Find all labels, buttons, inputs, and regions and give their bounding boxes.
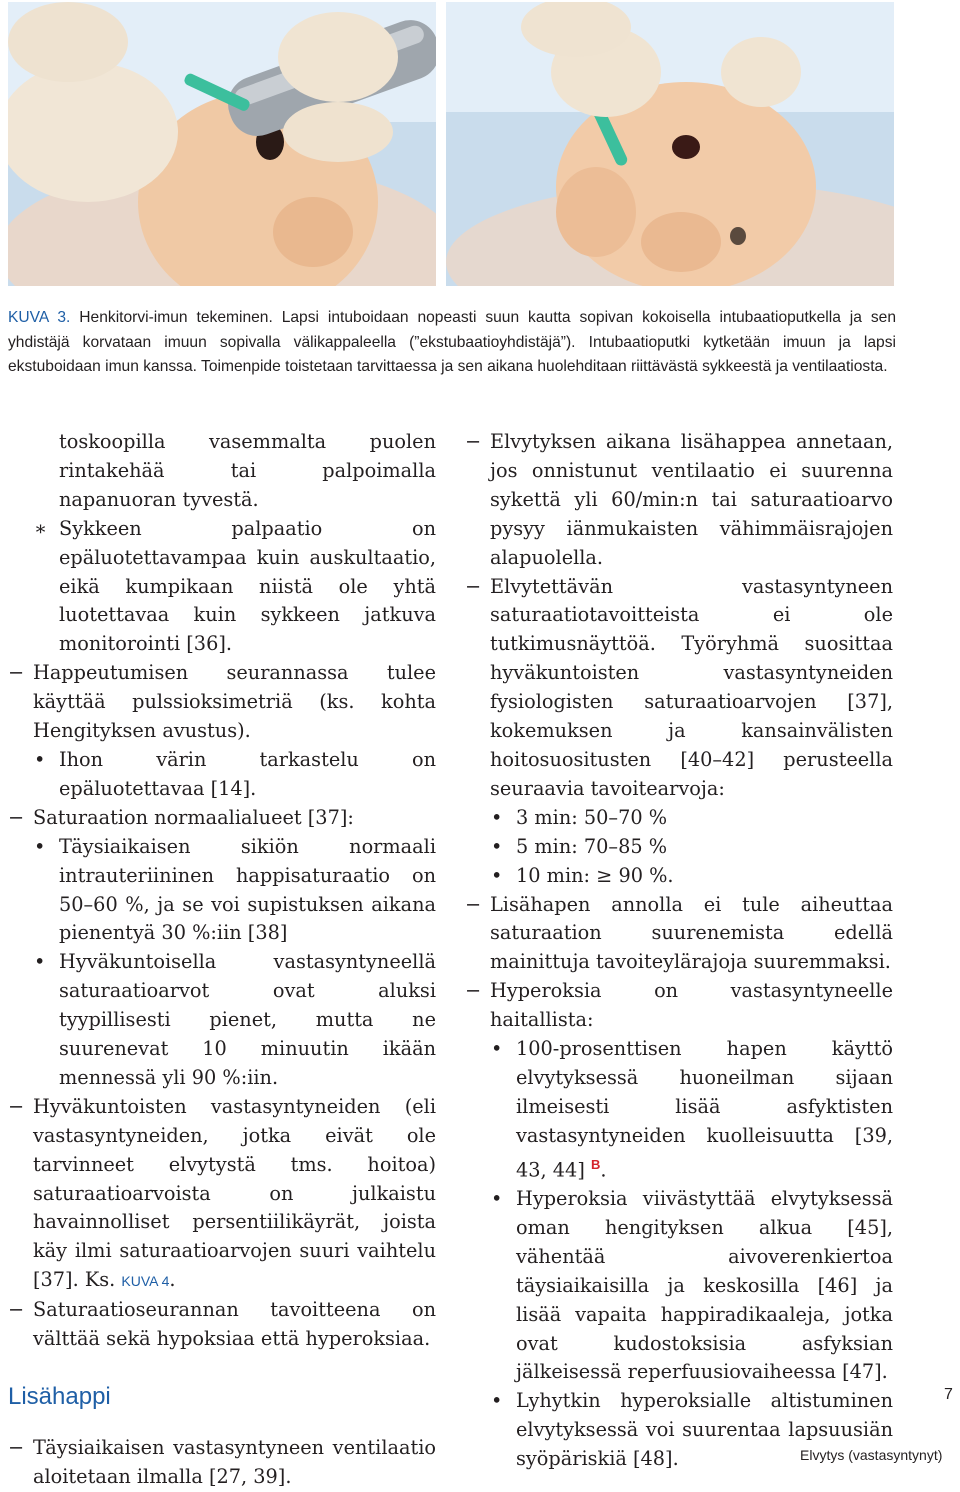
list-item: − Hyväkuntoisten vastasyntyneiden (eli vastasyntyneiden, jotka eivät ole tarvinneet elvytystä tms. hoitoa) saturaatioarvoista on julkaistu havainnolliset persentiilikäyrät, joista käy ilmi saturaatioarvojen suuri vaihtelu [37]. Ks. KUVA 4. — [8, 1094, 436, 1292]
list-item: − Saturaatioseurannan tavoitteena on välttää sekä hypoksiaa että hyperoksiaa. — [8, 1298, 436, 1351]
list-item: − Hyperoksia on vastasyntyneelle haitallista: — [465, 979, 893, 1032]
bullet-marker: • — [491, 1186, 503, 1210]
list-item: • Hyväkuntoisella vastasyntyneellä saturaatioarvot ovat aluksi tyypillisesti pienet, mutta ne suurenevat 10 minuutin ikään mennessä yli 90 %:iin. — [34, 950, 436, 1089]
list-item: • 5 min: 70–85 % — [465, 833, 893, 862]
list-item: • Hyperoksia viivästyttää elvytyksessä oman hengityksen alkua [45], vähentää aivoverenkiertoa täysiaikaisilla ja keskosilla [46] ja lisää vapaita happiradikaaleja, jotka ovat kudostoksisia asfyksian jälkeisessä reperfuusiovaiheessa [47]. — [491, 1186, 893, 1384]
dash-marker: − — [465, 574, 482, 598]
bullet-marker: • — [491, 1037, 503, 1061]
bullet-marker: • — [34, 950, 46, 974]
list-item: • 100-prosenttisen hapen käyttö elvytyksessä huoneilman sijaan ilmeisesti lisää asfyktisten vastasyntyneiden kuolleisuutta [39, 43, 44] $^B$. — [491, 1037, 893, 1182]
dash-marker: − — [465, 430, 482, 453]
list-item: − Lisähapen annolla ei tule aiheuttaa saturaation suurenemista edellä mainittuja tavoiteylärajoja suuremmaksi. — [465, 892, 893, 974]
running-footer: Elvytys (vastasyntynyt) — [800, 1447, 943, 1463]
dash-marker: − — [465, 979, 482, 1003]
page-number: 7 — [944, 1386, 953, 1403]
bullet-marker: • — [491, 834, 503, 858]
dash-marker: − — [8, 1298, 25, 1322]
list-item: − Elvytyksen aikana lisähappea annetaan, jos onnistunut ventilaatio ei suurenna sykettä yli 60/min:n tai saturaatioarvo pysyy iänmukaisten vähimmäisrajojen alapuolella. — [465, 430, 893, 569]
list-item: − Elvytettävän vastasyntyneen saturaatiotavoitteista ei ole tutkimusnäyttöä. Työryhmä suosittaa hyväkuntoisten vastasyntyneiden fysiologisten saturaatioarvojen [37], kokemuksen ja kansainvälisten hoitosuositusten [40–42] perusteella seuraavia tavoitearvoja: — [465, 574, 893, 800]
list-item: • 3 min: 50–70 % — [465, 804, 893, 833]
section-heading: Lisähappi — [8, 1383, 111, 1410]
figure-reference-link[interactable]: KUVA 4 — [121, 1273, 170, 1290]
list-item: • Täysiaikaisen sikiön normaali intrauteriininen happisaturaatio on 50–60 %, ja se voi supistuksen aikana pienentyä 30 %:iin [38] — [34, 834, 436, 945]
photo-intubation-suction — [8, 2, 436, 286]
list-item: • 10 min: ≥ 90 %. — [465, 862, 893, 891]
photo-extubation — [446, 2, 894, 286]
bullet-marker: • — [491, 1389, 503, 1413]
list-item: • Lyhytkin hyperoksialle altistuminen elvytyksessä voi suurentaa lapsuusiän syöpäriskiä [48]. — [491, 1389, 893, 1471]
caption-text: Henkitorvi-imun tekeminen. Lapsi intuboidaan nopeasti suun kautta sopivan kokoisella intubaatioputkella ja sen yhdistäjä korvataan imuun sopivalla välikappaleella (”ekstubaatioyhdistäjä”). Intubaatioputki kytketään imuun ja lapsi ekstuboidaan imun kanssa. Toimenpide toistetaan tarvittaessa ja sen aikana huolehditaan riittävästä sykkeestä ja ventilaatiosta. — [8, 309, 896, 375]
asterisk-marker: ∗ — [34, 516, 48, 540]
bullet-marker: • — [491, 863, 503, 887]
figure-caption — [8, 306, 896, 380]
list-item: − Saturaation normaalialueet [37]: — [8, 804, 436, 833]
list-item: − Happeutumisen seurannassa tulee käyttää pulssioksimetriä (ks. kohta Hengityksen avustus). — [8, 661, 436, 743]
list-item: ∗ Sykkeen palpaatio on epäluotettavampaa kuin auskultaatio, eikä kumpikaan niistä ole yhtä luotettavaa kuin sykkeen jatkuva monitorointi [36]. — [34, 516, 436, 656]
list-item: • Ihon värin tarkastelu on epäluotettavaa [14]. — [34, 747, 436, 800]
bullet-marker: • — [34, 834, 46, 858]
dash-marker: − — [8, 1094, 25, 1118]
list-item: − Täysiaikaisen vastasyntyneen ventilaatio aloitetaan ilmalla [27, 39]. — [8, 1436, 436, 1488]
bullet-marker: • — [491, 805, 503, 829]
continued-text: toskoopilla vasemmalta puolen rintakehää tai palpoimalla napanuoran tyvestä. — [59, 430, 436, 511]
right-column — [465, 428, 893, 1474]
left-column — [8, 428, 436, 1492]
dash-marker: − — [465, 892, 482, 916]
dash-marker: − — [8, 661, 25, 685]
dash-marker: − — [8, 1436, 25, 1459]
dash-marker: − — [8, 805, 25, 829]
evidence-level-badge: B — [591, 1156, 601, 1172]
figure-label: KUVA 3. — [8, 309, 71, 326]
bullet-marker: • — [34, 747, 46, 771]
